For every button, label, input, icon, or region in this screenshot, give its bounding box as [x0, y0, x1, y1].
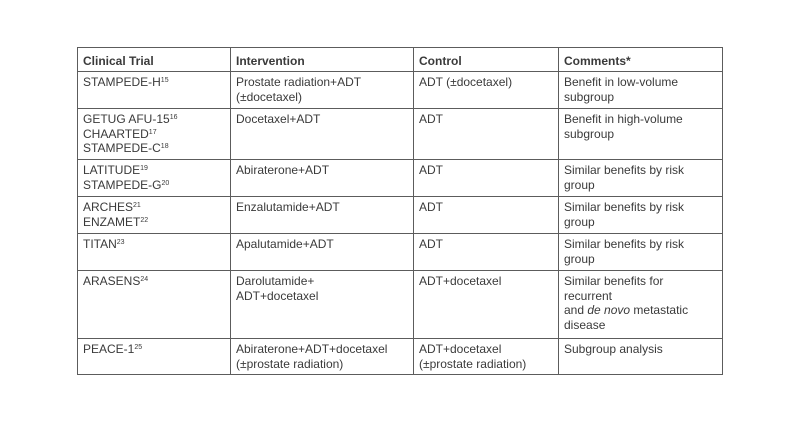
control-cell	[414, 197, 559, 234]
comments-cell-line: group	[564, 214, 595, 229]
intervention-cell-line: (±docetaxel)	[236, 89, 302, 104]
intervention-cell	[231, 234, 414, 271]
trial-name-text: STAMPEDE-H	[83, 75, 161, 89]
intervention-cell	[231, 197, 414, 234]
header-control: Control	[414, 48, 559, 72]
trial-name-text: LATITUDE	[83, 163, 141, 177]
trial-name-cell	[78, 197, 231, 234]
intervention-cell	[231, 339, 414, 375]
trial-name-text: CHAARTED	[83, 126, 149, 141]
comments-cell-line: Similar benefits by risk	[564, 163, 685, 177]
comments-cell-line: subgroup	[564, 89, 615, 104]
trial-name-cell	[78, 160, 231, 197]
intervention-cell-line: (±prostate radiation)	[236, 356, 344, 371]
trial-name-text: STAMPEDE-G	[83, 177, 162, 192]
header-intervention: Intervention	[231, 48, 414, 72]
table-row	[78, 271, 723, 339]
comment-italic-text: de novo	[587, 303, 631, 317]
control-cell-line: ADT	[419, 163, 443, 177]
trial-name-text: PEACE-1	[83, 342, 135, 356]
intervention-cell-line: Abiraterone+ADT	[236, 163, 330, 177]
comments-cell-line: disease	[564, 317, 606, 332]
control-cell	[414, 339, 559, 375]
header-row	[78, 48, 723, 72]
trial-name-text: ARCHES	[83, 200, 134, 214]
trial-name-text: TITAN	[83, 237, 117, 251]
comments-cell-line: Subgroup analysis	[564, 342, 663, 356]
intervention-cell-line: Prostate radiation+ADT	[236, 75, 362, 89]
trial-name	[83, 75, 225, 90]
intervention-cell-line: Abiraterone+ADT+docetaxel	[236, 342, 388, 356]
reference-number: 15	[160, 77, 169, 84]
reference-number: 16	[169, 114, 178, 121]
control-cell-line: ADT (±docetaxel)	[419, 75, 513, 89]
control-cell-line: ADT	[419, 112, 443, 126]
intervention-cell	[231, 160, 414, 197]
trial-name-text: ENZAMET	[83, 214, 141, 229]
control-cell	[414, 109, 559, 160]
trial-name	[83, 215, 225, 230]
intervention-cell-line: Docetaxel+ADT	[236, 112, 321, 126]
comments-cell-line	[564, 303, 717, 318]
control-cell-line: (±prostate radiation)	[419, 356, 527, 371]
trial-name	[83, 141, 225, 156]
clinical-trials-table	[77, 47, 723, 375]
reference-number: 24	[140, 276, 149, 283]
comment-text: metastatic	[630, 303, 689, 317]
control-cell-line: ADT+docetaxel	[419, 274, 502, 288]
trial-name	[83, 237, 225, 252]
comments-cell	[559, 339, 723, 375]
table-row	[78, 109, 723, 160]
reference-number: 21	[133, 202, 141, 209]
intervention-cell-line: Apalutamide+ADT	[236, 237, 334, 251]
control-cell-line: ADT	[419, 237, 443, 251]
control-cell	[414, 160, 559, 197]
comments-cell	[559, 234, 723, 271]
comments-cell-line: recurrent	[564, 288, 613, 303]
comments-cell	[559, 271, 723, 339]
reference-number: 18	[160, 143, 169, 150]
trial-name-cell	[78, 271, 231, 339]
table-row	[78, 234, 723, 271]
intervention-cell-line: Enzalutamide+ADT	[236, 200, 340, 214]
trial-name	[83, 200, 225, 215]
trial-name	[83, 178, 225, 193]
intervention-cell	[231, 72, 414, 109]
header-comments: Comments*	[559, 48, 723, 72]
trial-name	[83, 112, 225, 127]
control-cell-line: ADT	[419, 200, 443, 214]
trial-name-text: GETUG AFU-15	[83, 112, 170, 126]
comments-cell-line: Similar benefits by risk	[564, 200, 685, 214]
header-clinical-trial: Clinical Trial	[78, 48, 231, 72]
reference-number: 17	[148, 128, 157, 136]
trial-name-cell	[78, 109, 231, 160]
comments-cell-line: Benefit in high-volume	[564, 112, 683, 126]
trial-name	[83, 163, 225, 178]
comments-cell-line: group	[564, 177, 595, 192]
table-row	[78, 160, 723, 197]
control-cell	[414, 234, 559, 271]
comments-cell-line: Benefit in low-volume	[564, 75, 679, 89]
table-row	[78, 339, 723, 375]
comments-cell	[559, 197, 723, 234]
intervention-cell-line: Darolutamide+	[236, 274, 315, 288]
table-row	[78, 197, 723, 234]
reference-number: 22	[140, 216, 149, 224]
trial-name-text: ARASENS	[83, 274, 141, 288]
trial-name-cell	[78, 72, 231, 109]
trial-name	[83, 342, 225, 357]
comments-cell-line: Similar benefits for	[564, 274, 664, 288]
reference-number: 23	[116, 239, 125, 246]
comments-cell-line: group	[564, 251, 595, 266]
trial-name	[83, 127, 225, 142]
control-cell-line: ADT+docetaxel	[419, 342, 502, 356]
comments-cell	[559, 72, 723, 109]
intervention-cell	[231, 109, 414, 160]
reference-number: 25	[134, 344, 143, 351]
table-row	[78, 72, 723, 109]
control-cell	[414, 72, 559, 109]
comments-cell	[559, 109, 723, 160]
comments-cell-line: subgroup	[564, 126, 615, 141]
intervention-cell	[231, 271, 414, 339]
comments-cell	[559, 160, 723, 197]
reference-number: 20	[161, 179, 170, 187]
trial-name-text: STAMPEDE-C	[83, 141, 161, 155]
intervention-cell-line: ADT+docetaxel	[236, 288, 319, 303]
trial-name	[83, 274, 225, 289]
reference-number: 19	[140, 165, 148, 172]
comment-text: and	[564, 303, 588, 317]
trial-name-cell	[78, 234, 231, 271]
control-cell	[414, 271, 559, 339]
trial-name-cell	[78, 339, 231, 375]
comments-cell-line: Similar benefits by risk	[564, 237, 685, 251]
